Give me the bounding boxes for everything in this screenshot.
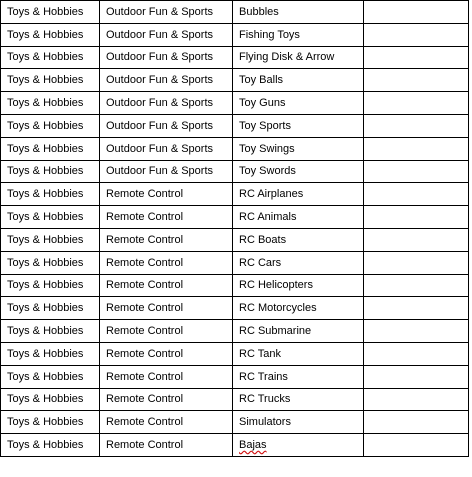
group-cell[interactable]: [100, 365, 233, 388]
item-cell-text: Toy Swords: [239, 165, 296, 178]
category-cell[interactable]: [1, 411, 100, 434]
group-cell[interactable]: [100, 92, 233, 115]
table-body: [1, 1, 469, 457]
category-cell[interactable]: [1, 69, 100, 92]
empty-cell[interactable]: [364, 206, 469, 229]
group-cell-text: Outdoor Fun & Sports: [106, 28, 213, 41]
table-row: [1, 388, 469, 411]
group-cell-text: Remote Control: [106, 439, 184, 452]
group-cell[interactable]: [100, 114, 233, 137]
group-cell-text: Remote Control: [106, 325, 184, 338]
group-cell[interactable]: [100, 411, 233, 434]
group-cell-text: Remote Control: [106, 211, 184, 224]
group-cell[interactable]: [100, 183, 233, 206]
empty-cell[interactable]: [364, 183, 469, 206]
empty-cell[interactable]: [364, 342, 469, 365]
item-cell-text: Bubbles: [239, 5, 279, 18]
table-row: [1, 1, 469, 24]
item-cell-text: RC Cars: [239, 256, 282, 269]
category-cell[interactable]: [1, 114, 100, 137]
group-cell-text: Outdoor Fun & Sports: [106, 5, 213, 18]
table-row: [1, 114, 469, 137]
group-cell-text: Remote Control: [106, 370, 184, 383]
category-cell[interactable]: [1, 297, 100, 320]
category-cell-text: Toys & Hobbies: [7, 347, 84, 360]
category-cell[interactable]: [1, 92, 100, 115]
empty-cell[interactable]: [364, 411, 469, 434]
item-cell[interactable]: [233, 46, 364, 69]
item-cell-text: RC Airplanes: [239, 188, 304, 201]
empty-cell[interactable]: [364, 114, 469, 137]
group-cell-text: Outdoor Fun & Sports: [106, 119, 213, 132]
group-cell-text: Remote Control: [106, 302, 184, 315]
category-cell-text: Toys & Hobbies: [7, 279, 84, 292]
category-cell[interactable]: [1, 434, 100, 457]
table-row: [1, 297, 469, 320]
table-row: [1, 228, 469, 251]
item-cell[interactable]: [233, 137, 364, 160]
category-cell-text: Toys & Hobbies: [7, 233, 84, 246]
item-cell[interactable]: [233, 69, 364, 92]
group-cell[interactable]: [100, 1, 233, 24]
group-cell[interactable]: [100, 320, 233, 343]
category-cell[interactable]: [1, 342, 100, 365]
item-cell[interactable]: [233, 92, 364, 115]
category-cell[interactable]: [1, 46, 100, 69]
item-cell[interactable]: [233, 297, 364, 320]
category-cell-text: Toys & Hobbies: [7, 74, 84, 87]
group-cell-text: Outdoor Fun & Sports: [106, 97, 213, 110]
item-cell-text: Simulators: [239, 416, 291, 429]
group-cell[interactable]: [100, 434, 233, 457]
item-cell-text: Flying Disk & Arrow: [239, 51, 335, 64]
category-cell-text: Toys & Hobbies: [7, 142, 84, 155]
group-cell-text: Outdoor Fun & Sports: [106, 51, 213, 64]
group-cell[interactable]: [100, 206, 233, 229]
item-cell[interactable]: [233, 365, 364, 388]
category-cell[interactable]: [1, 320, 100, 343]
empty-cell[interactable]: [364, 69, 469, 92]
table-row: [1, 251, 469, 274]
category-cell[interactable]: [1, 160, 100, 183]
table-row: [1, 23, 469, 46]
category-cell-text: Toys & Hobbies: [7, 97, 84, 110]
category-cell-text: Toys & Hobbies: [7, 370, 84, 383]
item-cell-text: RC Trucks: [239, 393, 291, 406]
group-cell[interactable]: [100, 274, 233, 297]
item-cell-text: Toy Balls: [239, 74, 284, 87]
category-cell[interactable]: [1, 23, 100, 46]
group-cell[interactable]: [100, 46, 233, 69]
item-cell[interactable]: [233, 342, 364, 365]
category-cell-text: Toys & Hobbies: [7, 211, 84, 224]
group-cell[interactable]: [100, 297, 233, 320]
group-cell-text: Remote Control: [106, 188, 184, 201]
item-cell[interactable]: [233, 251, 364, 274]
category-cell-text: Toys & Hobbies: [7, 5, 84, 18]
table-row: [1, 137, 469, 160]
group-cell-text: Remote Control: [106, 256, 184, 269]
item-cell[interactable]: [233, 320, 364, 343]
group-cell[interactable]: [100, 228, 233, 251]
item-cell[interactable]: [233, 1, 364, 24]
group-cell-text: Remote Control: [106, 416, 184, 429]
group-cell[interactable]: [100, 137, 233, 160]
category-cell[interactable]: [1, 228, 100, 251]
category-cell-text: Toys & Hobbies: [7, 119, 84, 132]
category-cell-text: Toys & Hobbies: [7, 256, 84, 269]
item-cell-text: Toy Sports: [239, 119, 291, 132]
item-cell-text: RC Trains: [239, 370, 288, 383]
table-row: [1, 342, 469, 365]
empty-cell[interactable]: [364, 365, 469, 388]
group-cell[interactable]: [100, 251, 233, 274]
item-cell[interactable]: [233, 274, 364, 297]
item-cell-text: RC Animals: [239, 211, 297, 224]
item-cell-text: RC Tank: [239, 347, 281, 360]
table-row: [1, 365, 469, 388]
group-cell-text: Remote Control: [106, 393, 184, 406]
group-cell-text: Outdoor Fun & Sports: [106, 165, 213, 178]
category-cell[interactable]: [1, 206, 100, 229]
category-cell-text: Toys & Hobbies: [7, 165, 84, 178]
table-row: [1, 274, 469, 297]
table-row: [1, 92, 469, 115]
empty-cell[interactable]: [364, 297, 469, 320]
empty-cell[interactable]: [364, 274, 469, 297]
group-cell-text: Remote Control: [106, 279, 184, 292]
table-row: [1, 411, 469, 434]
group-cell[interactable]: [100, 23, 233, 46]
group-cell-text: Remote Control: [106, 347, 184, 360]
category-cell[interactable]: [1, 137, 100, 160]
item-cell[interactable]: [233, 388, 364, 411]
category-cell-text: Toys & Hobbies: [7, 51, 84, 64]
category-cell-text: Toys & Hobbies: [7, 28, 84, 41]
group-cell-text: Outdoor Fun & Sports: [106, 142, 213, 155]
item-cell[interactable]: [233, 160, 364, 183]
group-cell-text: Outdoor Fun & Sports: [106, 74, 213, 87]
table-row: [1, 69, 469, 92]
item-cell[interactable]: [233, 23, 364, 46]
table-row: [1, 206, 469, 229]
empty-cell[interactable]: [364, 160, 469, 183]
category-cell[interactable]: [1, 183, 100, 206]
category-cell[interactable]: [1, 251, 100, 274]
empty-cell[interactable]: [364, 46, 469, 69]
item-cell-text: RC Boats: [239, 233, 287, 246]
category-cell[interactable]: [1, 1, 100, 24]
item-cell[interactable]: [233, 183, 364, 206]
item-cell-text: RC Submarine: [239, 325, 312, 338]
item-cell-text: RC Motorcycles: [239, 302, 317, 315]
item-cell[interactable]: [233, 206, 364, 229]
empty-cell[interactable]: [364, 92, 469, 115]
category-cell[interactable]: [1, 274, 100, 297]
group-cell[interactable]: [100, 160, 233, 183]
group-cell[interactable]: [100, 69, 233, 92]
empty-cell[interactable]: [364, 228, 469, 251]
item-cell[interactable]: [233, 114, 364, 137]
table-row: [1, 320, 469, 343]
group-cell-text: Remote Control: [106, 233, 184, 246]
empty-cell[interactable]: [364, 320, 469, 343]
empty-cell[interactable]: [364, 251, 469, 274]
empty-cell[interactable]: [364, 434, 469, 457]
category-cell[interactable]: [1, 388, 100, 411]
empty-cell[interactable]: [364, 388, 469, 411]
item-cell-text: Bajas: [239, 439, 267, 452]
category-cell[interactable]: [1, 365, 100, 388]
group-cell[interactable]: [100, 342, 233, 365]
empty-cell[interactable]: [364, 1, 469, 24]
category-cell-text: Toys & Hobbies: [7, 188, 84, 201]
category-cell-text: Toys & Hobbies: [7, 416, 84, 429]
item-cell-text: Fishing Toys: [239, 28, 300, 41]
item-cell-text: Toy Swings: [239, 142, 295, 155]
item-cell[interactable]: [233, 228, 364, 251]
item-cell[interactable]: [233, 434, 364, 457]
category-cell-text: Toys & Hobbies: [7, 393, 84, 406]
item-cell-text: Toy Guns: [239, 97, 286, 110]
table-row: [1, 160, 469, 183]
table-row: [1, 46, 469, 69]
empty-cell[interactable]: [364, 137, 469, 160]
item-cell[interactable]: [233, 411, 364, 434]
empty-cell[interactable]: [364, 23, 469, 46]
table-row: [1, 434, 469, 457]
category-cell-text: Toys & Hobbies: [7, 302, 84, 315]
item-cell-text: RC Helicopters: [239, 279, 313, 292]
group-cell[interactable]: [100, 388, 233, 411]
table-row: [1, 183, 469, 206]
category-cell-text: Toys & Hobbies: [7, 439, 84, 452]
category-cell-text: Toys & Hobbies: [7, 325, 84, 338]
